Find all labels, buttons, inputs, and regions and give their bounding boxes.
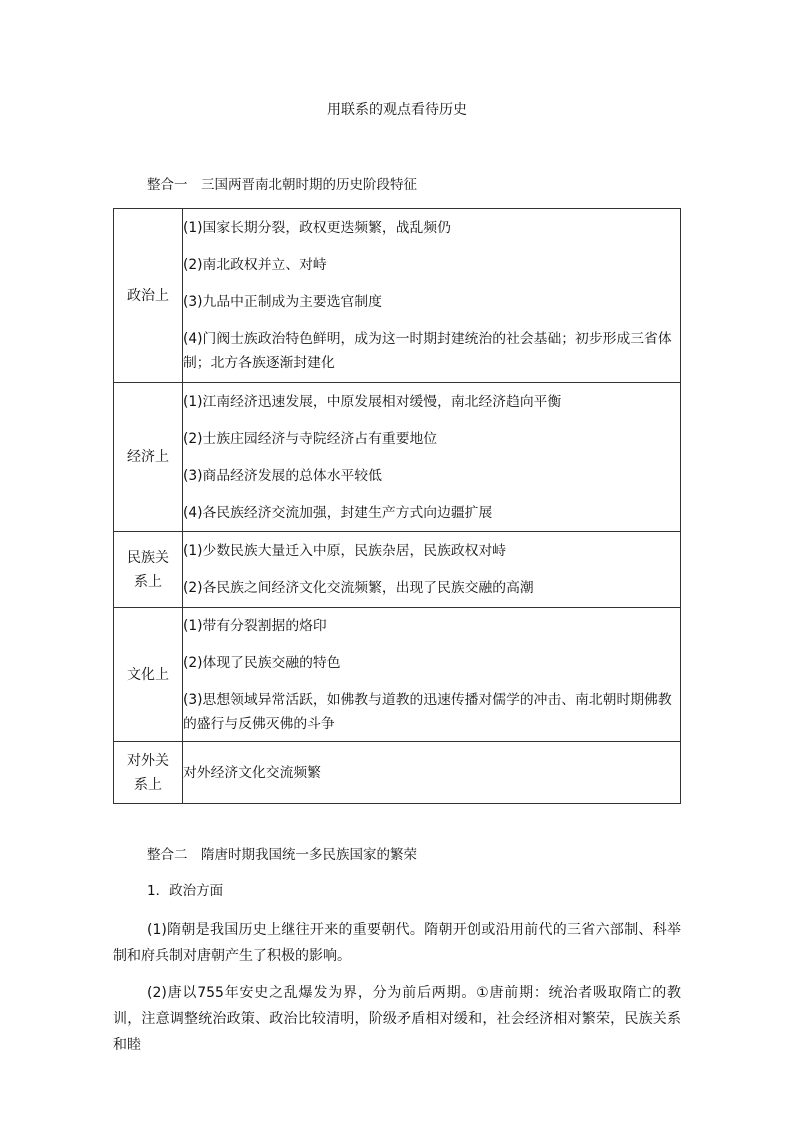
list-item: (2)体现了民族交融的特色 (183, 654, 341, 671)
list-item: (1)少数民族大量迁入中原，民族杂居，民族政权对峙 (183, 543, 507, 559)
row-content (183, 532, 681, 608)
row-label-text: 对外关系上 (127, 752, 169, 793)
list-item: (2)各民族之间经济文化交流频繁，出现了民族交融的高潮 (183, 580, 534, 596)
table-row (114, 383, 681, 532)
table-row (114, 532, 681, 608)
subheading-politics: 1．政治方面 (147, 883, 224, 899)
section-heading-1: 整合一 三国两晋南北朝时期的历史阶段特征 (147, 177, 417, 193)
row-label-text: 文化上 (127, 666, 169, 683)
list-item: (1)带有分裂割据的烙印 (183, 617, 327, 634)
row-label-text: 政治上 (127, 287, 169, 304)
table-row (114, 209, 681, 383)
list-item: (2)南北政权并立、对峙 (183, 257, 327, 273)
paragraph-1: (1)隋朝是我国历史上继往开来的重要朝代。隋朝开创或沿用前代的三省六部制、科举制和府兵制对唐朝产生了积极的影响。 (113, 922, 681, 964)
section-heading-2: 整合二 隋唐时期我国统一多民族国家的繁荣 (147, 847, 417, 863)
row-content (183, 742, 681, 804)
row-label (114, 742, 183, 804)
list-item: 对外经济文化交流频繁 (183, 764, 321, 781)
row-label-text: 经济上 (127, 449, 169, 465)
list-item: (3)九品中正制成为主要选官制度 (183, 294, 382, 310)
paragraph-2: (2)唐以755年安史之乱爆发为界，分为前后两期。①唐前期：统治者吸取隋亡的教训，注意调整统治政策、政治比较清明，阶级矛盾相对缓和，社会经济相对繁荣，民族关系和睦 (113, 985, 681, 1053)
row-label-text: 民族关系上 (127, 549, 169, 590)
list-item: (2)士族庄园经济与寺院经济占有重要地位 (183, 430, 438, 447)
list-item: (4)门阀士族政治特色鲜明，成为这一时期封建统治的社会基础；初步形成三省体制；北方各族逐渐封建化 (183, 331, 672, 371)
list-item: (4)各民族经济交流加强，封建生产方式向边疆扩展 (183, 504, 493, 521)
row-content (183, 383, 681, 532)
row-content (183, 209, 681, 383)
row-label (114, 608, 183, 742)
list-item: (1)江南经济迅速发展，中原发展相对缓慢，南北经济趋向平衡 (183, 393, 562, 410)
list-item: (1)国家长期分裂，政权更迭频繁，战乱频仍 (183, 220, 451, 236)
page-title: 用联系的观点看待历史 (327, 102, 467, 118)
table-row (114, 742, 681, 804)
list-item: (3)商品经济发展的总体水平较低 (183, 467, 382, 484)
row-label (114, 532, 183, 608)
summary-table (113, 208, 681, 804)
row-content (183, 608, 681, 742)
row-label (114, 209, 183, 383)
row-label (114, 383, 183, 532)
list-item: (3)思想领域异常活跃，如佛教与道教的迅速传播对儒学的冲击、南北朝时期佛教的盛行与反佛灭佛的斗争 (183, 691, 672, 732)
table-row (114, 608, 681, 742)
